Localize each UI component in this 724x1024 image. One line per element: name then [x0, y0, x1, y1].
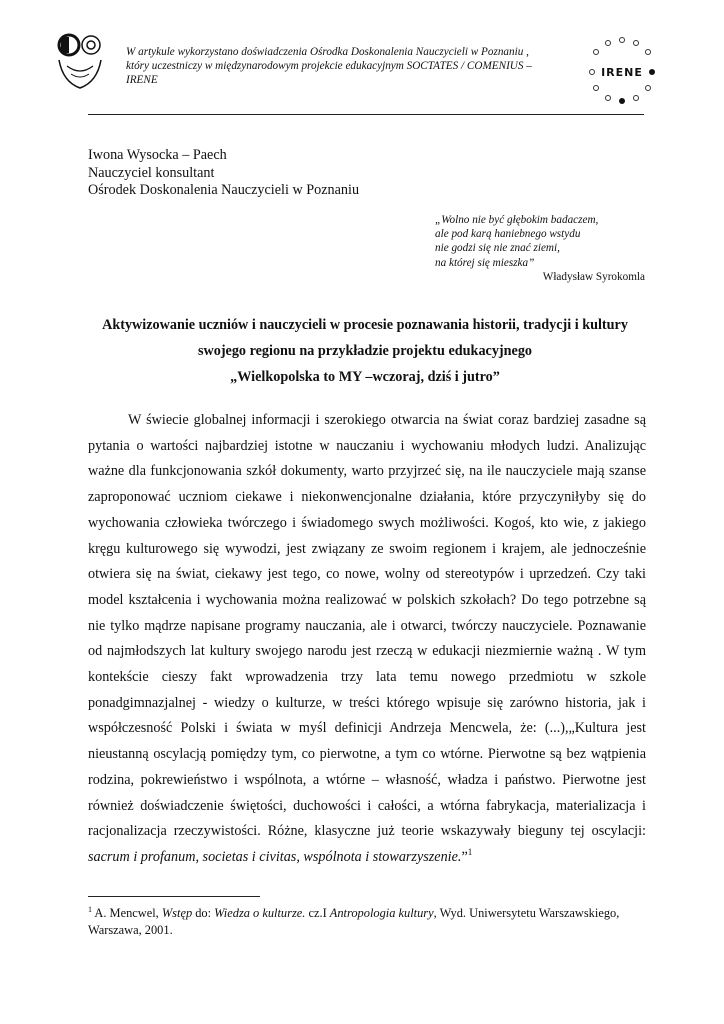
footnote-reference[interactable]: 1 [467, 846, 473, 857]
irene-logo [586, 36, 658, 106]
title-line-3: „Wielkopolska to MY –wczoraj, dziś i jutro” [230, 369, 500, 385]
author-role: Nauczyciel konsultant [88, 164, 215, 181]
footnote-number: 1 [88, 905, 92, 914]
article-title [70, 312, 660, 390]
body-text-italic: sacrum i profanum, societas i civitas, wspólnota i stowarzyszenie. [88, 848, 462, 865]
body-paragraph [88, 408, 646, 871]
header-line-2: który uczestniczy w międzynarodowym projekcie edukacyjnym SOCTATES / COMENIUS – [126, 60, 532, 72]
footnote-text-italic: Antropologia kultury [329, 906, 434, 920]
footnote-text: , Wyd. Uniwersytetu Warszawskiego, Warszawa, 2001. [88, 906, 620, 937]
footnote [88, 905, 648, 939]
footnote-text-italic: Wstęp [161, 906, 193, 920]
header-line-1: W artykule wykorzystano doświadczenia Ośrodka Doskonalenia Nauczycieli w Poznaniu , [126, 46, 529, 58]
author-block [88, 147, 359, 200]
footnote-divider [88, 896, 260, 897]
odn-logo [55, 32, 105, 90]
body-text: W świecie globalnej informacji i szerokiego otwarcia na świat coraz bardziej zasadne są pytania o wartości najbardziej istotne w nauczaniu i wychowaniu młodych ludzi. Analizując ważne dla funkcjonowania szkół dokumenty, warto przyjrzeć się, na ile nauczyciele mają szanse zaproponować uczniom ciekawe i niekonwencjonalne działania, które przyczyniłyby się do wychowania człowieka twórczego i świadomego swych możliwości. Kogoś, kto wie, z jakiego kręgu kulturowego się wywodzi, jest związany ze swoim regionem i krajem, ale jednocześnie otwiera się na świat, ciekawy jest tego, co nowe, wolny od stereotypów i uprzedzeń. Czy taki model kształcenia i wychowania można realizować w polskich szkołach? Do tego potrzebne są nie tylko mądrze napisane programy nauczania, ale i otwarci, twórczy nauczyciele. Poznawanie od najmłodszych lat kultury swojego narodu jest rzeczą w edukacji niezmiernie ważną . W tym kontekście cieszy fakt wprowadzenia trzy lata temu nowego przedmiotu w szkole ponadgimnazjalnej - wiedzy o kulturze, w treści którego wpisuje się zarówno historia, jak i współczesność Polski i świata w myśl definicji Andrzeja Mencwela, że: (...),„Kultura jest nieustanną oscylacją pomiędzy tym, co pierwotne, a tym co wtórne. Pierwotne są bez wątpienia rodzina, pokrewieństwo i wspólnota, a wtórne – własność, władza i państwo. Pierwotne jest również doświadczenie świętości, duchowości i całości, a wtórna fabrykacja, materializacja i racjonalizacja rzeczywistości. Różne, klasyczne już teorie wskazywały bieguny tej oscylacji: [88, 412, 646, 840]
epigraph-line: nie godzi się nie znać ziemi, [435, 242, 560, 255]
footnote-text: A. Mencwel, [92, 906, 162, 920]
footnote-text: cz.I [305, 906, 330, 920]
title-line-1: Aktywizowanie uczniów i nauczycieli w procesie poznawania historii, tradycji i kultury [102, 317, 628, 333]
footnote-text: do: [192, 906, 215, 920]
epigraph-attribution: Władysław Syrokomla [542, 270, 645, 283]
epigraph-line: na której się mieszka” [435, 256, 535, 269]
epigraph-line: ale pod karą haniebnego wstydu [435, 228, 581, 241]
irene-logo-text: IRENE [601, 66, 643, 79]
footnote-text-italic: Wiedza o kulturze. [214, 906, 306, 920]
author-name: Iwona Wysocka – Paech [88, 147, 227, 163]
title-line-2: swojego regionu na przykładzie projektu edukacyjnego [197, 343, 533, 359]
body-text-end: ” [461, 848, 468, 865]
header-line-3: IRENE [126, 74, 158, 86]
header-note [126, 45, 581, 87]
epigraph-line: „Wolno nie być głębokim badaczem, [435, 214, 599, 226]
header-divider [88, 114, 644, 115]
epigraph [435, 213, 645, 284]
author-organization: Ośrodek Doskonalenia Nauczycieli w Poznaniu [88, 182, 360, 198]
